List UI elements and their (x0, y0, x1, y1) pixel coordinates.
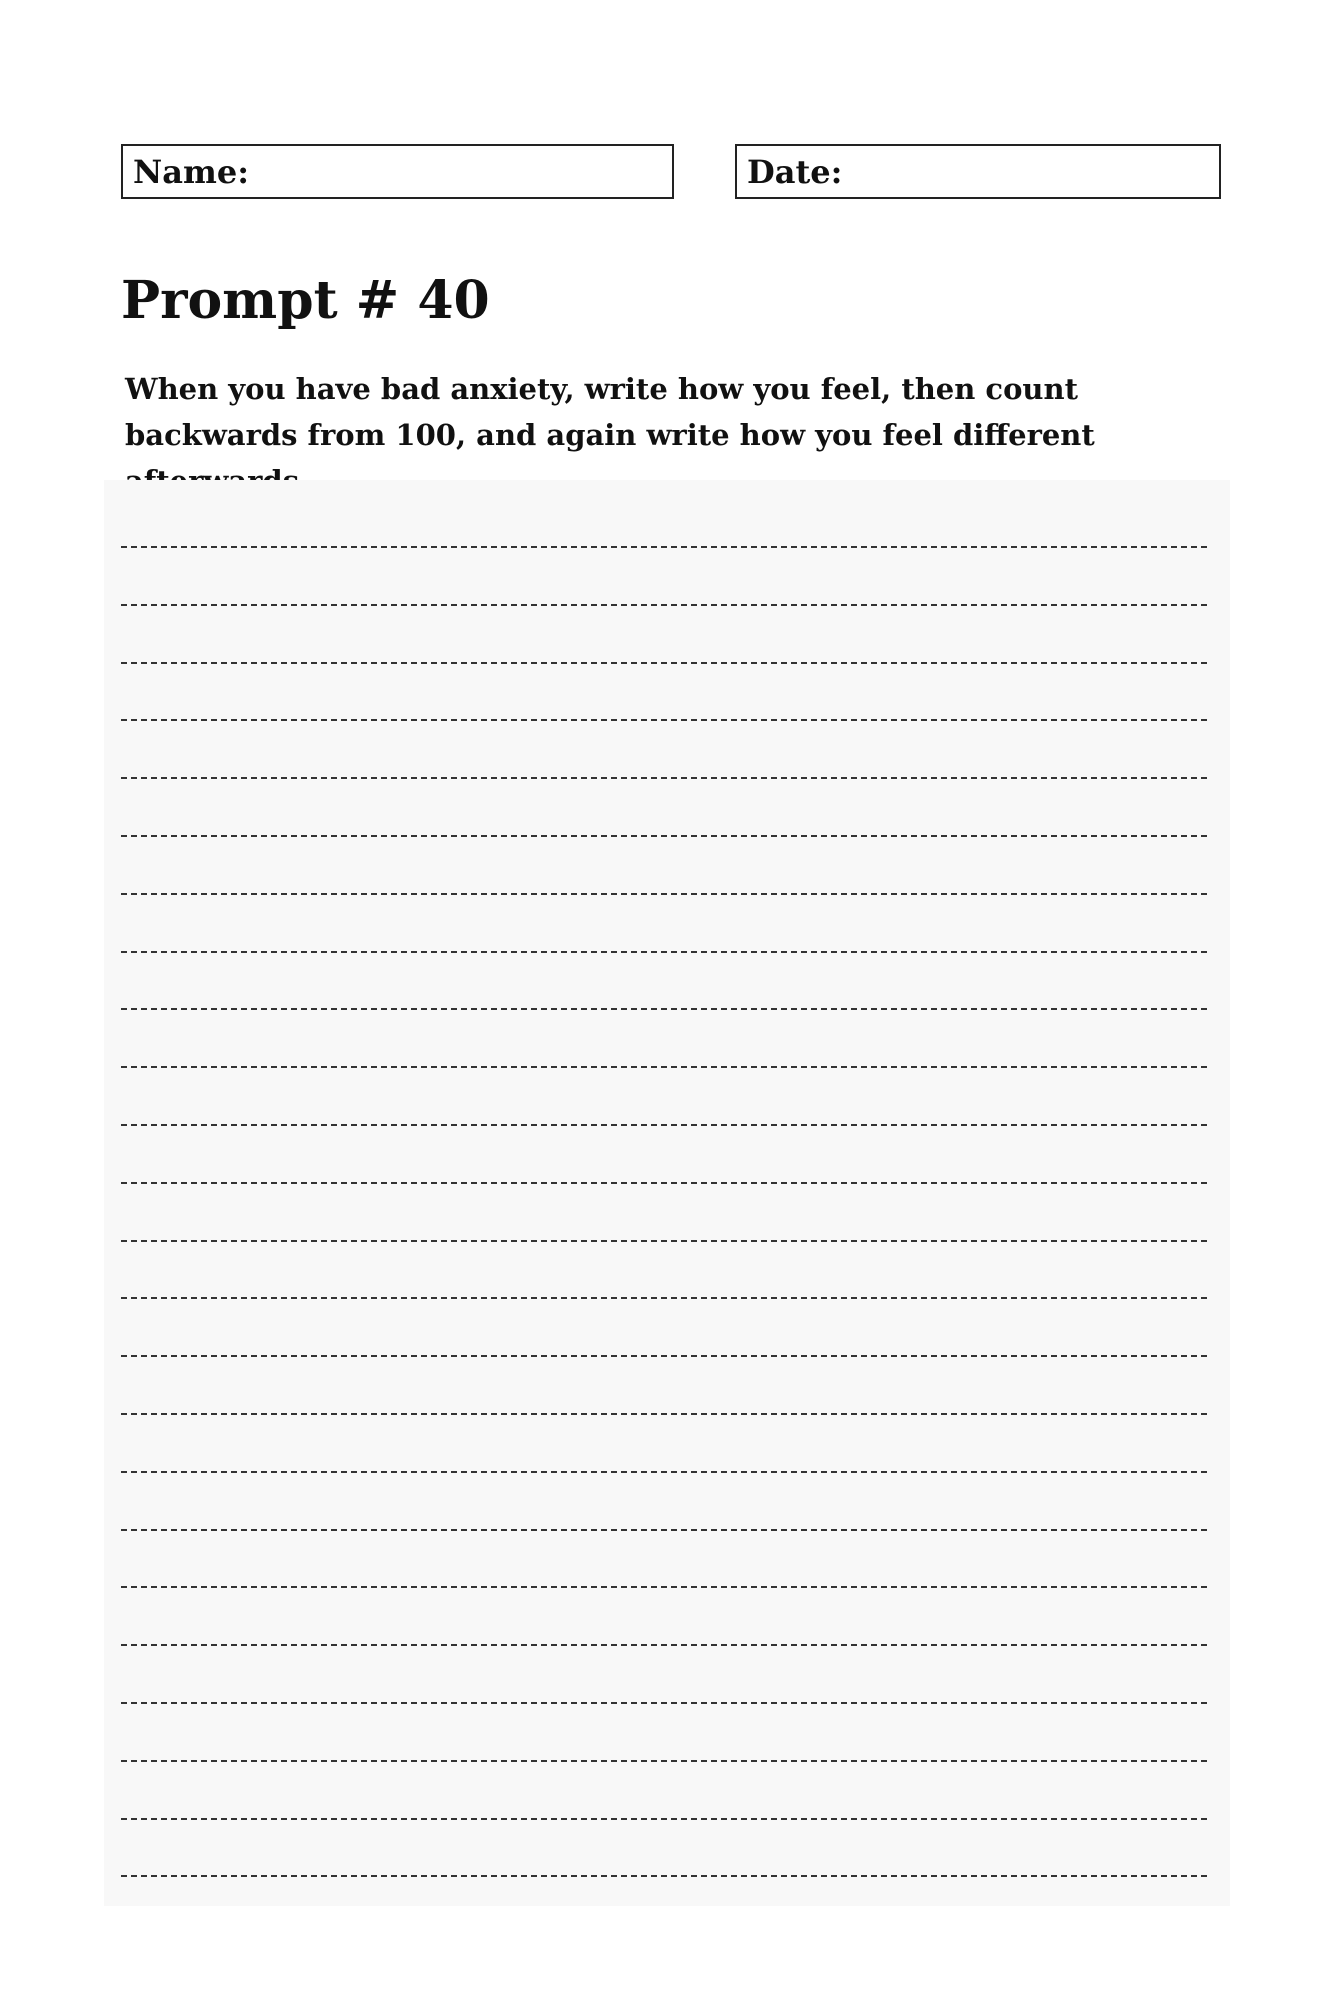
writing-line (121, 893, 1207, 895)
prompt-text: When you have bad anxiety, write how you feel, then count backwards from 100, and again write how you feel different (125, 372, 1095, 452)
writing-line (121, 1471, 1207, 1473)
writing-line (121, 1008, 1207, 1010)
writing-line (121, 1297, 1207, 1299)
writing-line (121, 951, 1207, 953)
writing-line (121, 1702, 1207, 1704)
writing-line (121, 1182, 1207, 1184)
date-label: Date: (747, 152, 843, 191)
writing-line (121, 1066, 1207, 1068)
date-field[interactable] (735, 144, 1221, 199)
writing-line (121, 1529, 1207, 1531)
writing-line (121, 1875, 1207, 1877)
writing-line (121, 604, 1207, 606)
writing-line (121, 1124, 1207, 1126)
writing-line (121, 777, 1207, 779)
name-field[interactable] (121, 144, 674, 199)
writing-line (121, 719, 1207, 721)
writing-line (121, 1818, 1207, 1820)
writing-line (121, 546, 1207, 548)
writing-line (121, 835, 1207, 837)
writing-line (121, 1413, 1207, 1415)
writing-line (121, 1644, 1207, 1646)
writing-line (121, 662, 1207, 664)
writing-line (121, 1586, 1207, 1588)
prompt-title: Prompt # 40 (121, 270, 490, 331)
writing-line (121, 1760, 1207, 1762)
writing-line (121, 1355, 1207, 1357)
writing-line (121, 1240, 1207, 1242)
writing-area[interactable] (104, 480, 1230, 1906)
name-label: Name: (133, 152, 250, 191)
